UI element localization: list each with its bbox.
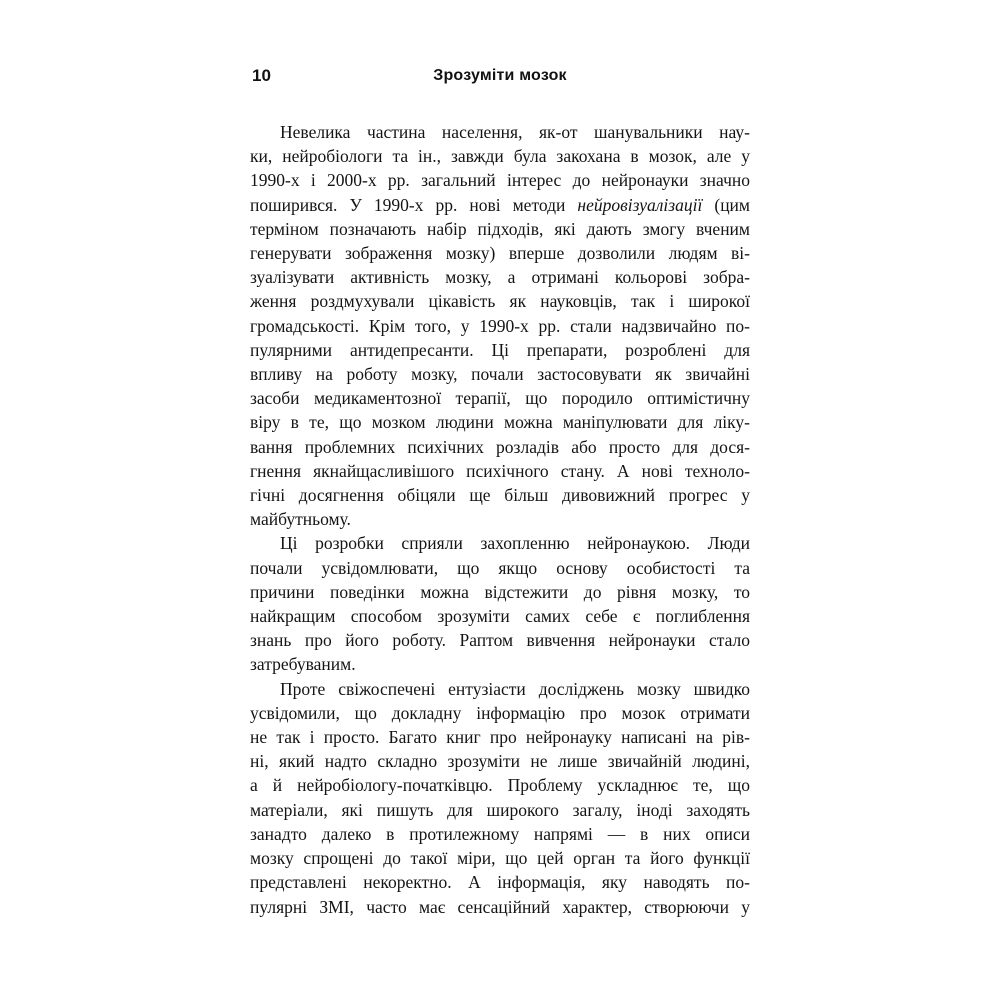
paragraph xyxy=(250,677,750,919)
text-line: генерувати зображення мозку) вперше дозволили людям ві- xyxy=(250,243,750,264)
running-head xyxy=(250,64,750,88)
text-line: пулярними антидепресанти. Ці препарати, розроблені для xyxy=(250,339,750,360)
text-line: мозку спрощені до такої міри, що цей орган та його функції xyxy=(250,848,750,869)
text-line: усвідомили, що докладну інформацію про мозок отримати xyxy=(250,702,750,723)
text-line: причини поведінки можна відстежити до рівня мозку, то xyxy=(250,581,750,602)
body-text xyxy=(250,120,750,919)
text-line: Проте свіжоспечені ентузіасти досліджень мозку швидко xyxy=(280,678,750,699)
text-line: Ці розробки сприяли захопленню нейронаукою. Люди xyxy=(280,533,750,554)
text-line: терміном позначають набір підходів, які дають змогу вченим xyxy=(250,218,750,239)
text-line: громадськості. Крім того, у 1990-х рр. стали надзвичайно по- xyxy=(250,315,750,336)
text-line: почали усвідомлювати, що якщо основу особистості та xyxy=(250,557,750,578)
text-line: ні, який надто складно зрозуміти не лише звичайній людині, xyxy=(250,751,750,772)
text-line: ки, нейробіологи та ін., завжди була закохана в мозок, але у xyxy=(250,146,750,167)
text-line: гічні досягнення обіцяли ще більш дивовижний прогрес у xyxy=(250,485,750,506)
text-line: представлені некоректно. А інформація, яку наводять по- xyxy=(250,872,750,893)
text-line: а й нейробіологу-початківцю. Проблему ускладнює те, що xyxy=(250,775,750,796)
text-line: Невелика частина населення, як-от шанувальники нау- xyxy=(280,122,750,142)
text-line: зуалізувати активність мозку, а отримані кольорові зобра- xyxy=(250,267,750,288)
paragraph xyxy=(250,120,750,531)
text-line: матеріали, які пишуть для широкого загалу, іноді заходять xyxy=(250,799,750,820)
text-line: знань про його роботу. Раптом вивчення нейронауки стало xyxy=(250,630,750,651)
text-line: ження роздмухували цікавість як науковців, так і широкої xyxy=(250,291,750,312)
text-line: не так і просто. Багато книг про нейронауку написані на рів- xyxy=(250,727,750,748)
text-line: найкращим способом зрозуміти самих себе є поглиблення xyxy=(250,606,750,627)
text-line: вання проблемних психічних розладів або просто для дося- xyxy=(250,436,750,457)
text-column xyxy=(250,64,750,919)
text-line: майбутньому. xyxy=(250,509,351,530)
text-line: затребуваним. xyxy=(250,654,356,675)
text-line: занадто далеко в протилежному напрямі — в них описи xyxy=(250,823,750,844)
text-line: поширився. У 1990-х рр. нові методи нейровізуалізації (цим xyxy=(250,194,750,215)
text-line: впливу на роботу мозку, почали застосовувати як звичайні xyxy=(250,364,750,385)
text-line: 1990-х і 2000-х рр. загальний інтерес до нейронауки значно xyxy=(250,170,750,191)
text-line: пулярні ЗМІ, часто має сенсаційний характер, створюючи у xyxy=(250,896,750,917)
paragraph xyxy=(250,531,750,676)
page-number: 10 xyxy=(252,66,271,85)
text-line: віру в те, що мозком людини можна маніпулювати для ліку- xyxy=(250,412,750,433)
page-header: Зрозуміти мозок xyxy=(433,67,567,84)
text-line: гнення якнайщасливішого психічного стану. А нові техноло- xyxy=(250,460,750,481)
text-line: засоби медикаментозної терапії, що породило оптимістичну xyxy=(250,388,750,409)
